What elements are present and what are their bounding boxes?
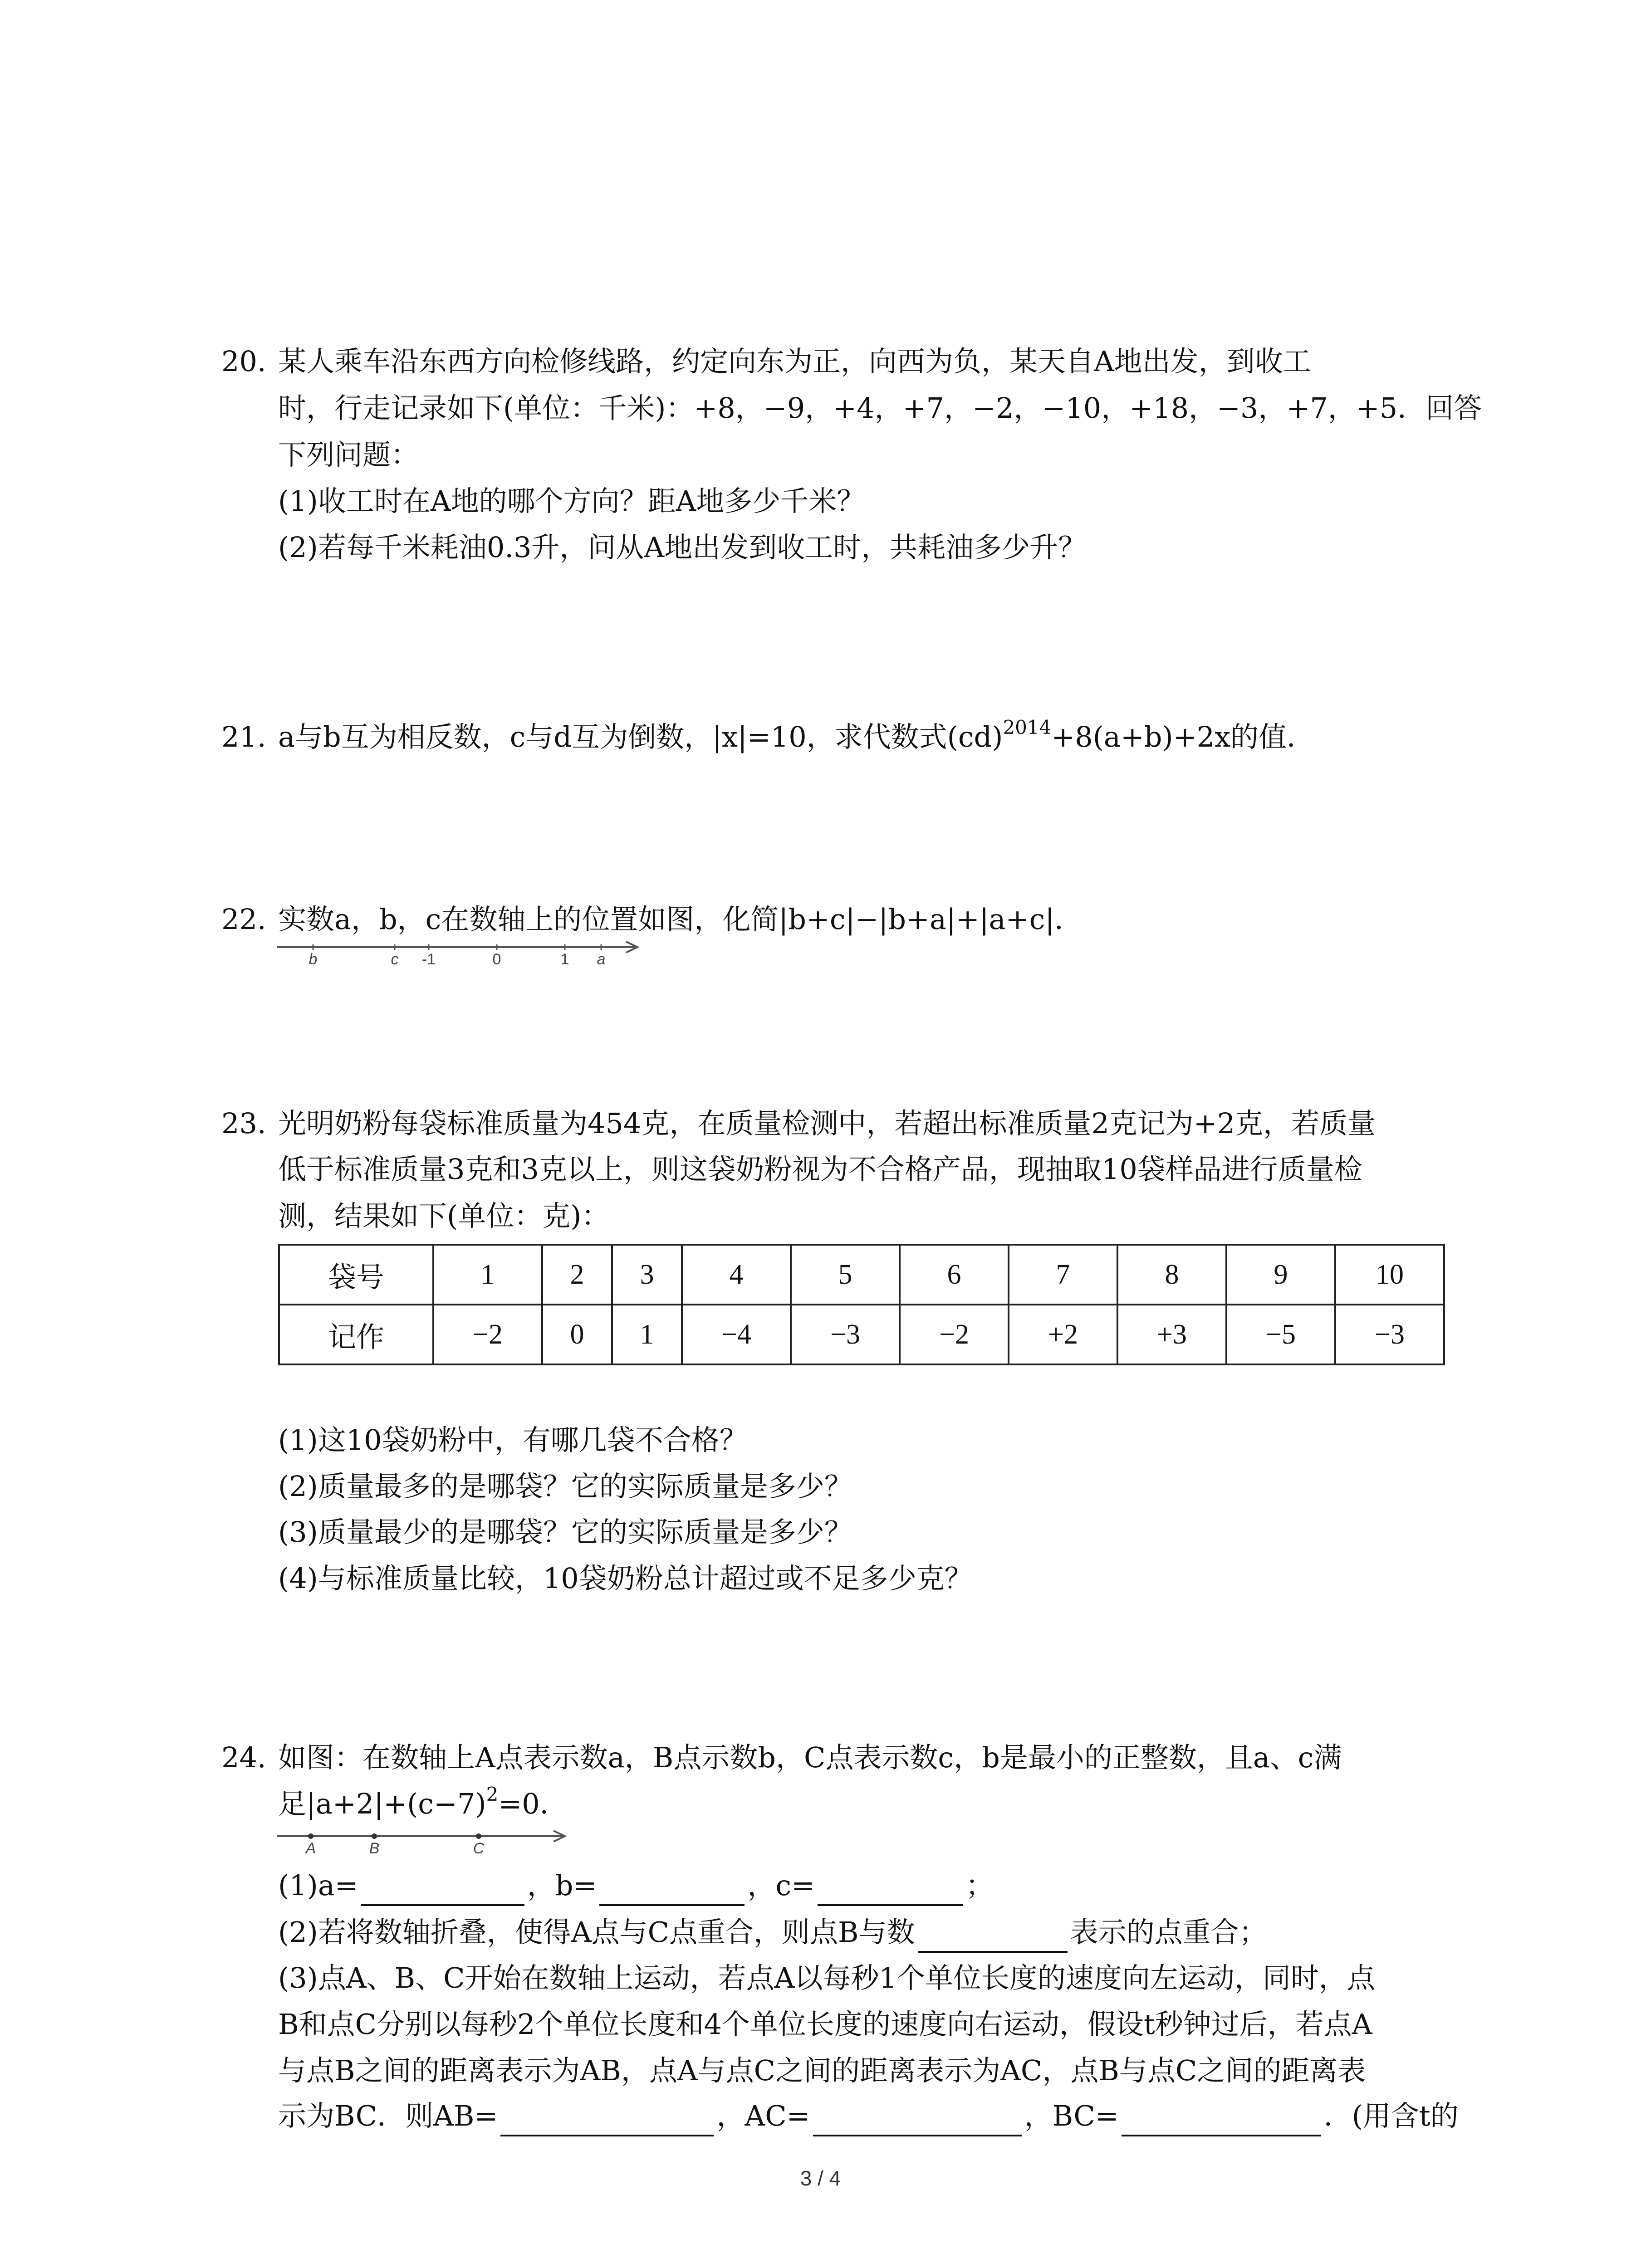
question-22-text: 实数a，b，c在数轴上的位置如图，化简|b+c|−|b+a|+|a+c|． xyxy=(278,903,1083,936)
sub-2-text: (2)若将数轴折叠，使得A点与C点重合，则点B与数 xyxy=(278,1916,915,1949)
table-cell: 2 xyxy=(542,1245,612,1305)
axis-label-a: a xyxy=(597,951,606,968)
table-row-bag-number xyxy=(279,1245,1444,1305)
axis-label-0: 0 xyxy=(492,951,501,968)
point-b xyxy=(372,1833,377,1839)
sub-1-a-label: (1)a= xyxy=(278,1869,358,1902)
axis-label-neg-1: -1 xyxy=(421,951,436,968)
axis-label-c: c xyxy=(391,951,399,968)
question-24-line-1: 如图：在数轴上A点表示数a，B点示数b，C点表示数c，b是最小的正整数，且a、c满 xyxy=(278,1741,1342,1774)
table-cell: 1 xyxy=(433,1245,542,1305)
table-header-record: 记作 xyxy=(279,1305,433,1364)
point-c xyxy=(476,1833,481,1839)
table-cell: 1 xyxy=(612,1305,682,1364)
axis-label-1: 1 xyxy=(560,951,569,968)
question-24-sub-3-line-2: B和点C分别以每秒2个单位长度和4个单位长度的速度向右运动，假设t秒钟过后，若点A xyxy=(278,2008,1372,2041)
table-cell: 6 xyxy=(900,1245,1009,1305)
question-24-number: 24. xyxy=(221,1741,266,1774)
sub-1-end: ； xyxy=(965,1869,994,1902)
table-cell: −2 xyxy=(900,1305,1009,1364)
answer-blank-b[interactable] xyxy=(599,1872,745,1906)
axis-label-C: C xyxy=(473,1840,485,1857)
question-21-text xyxy=(278,717,1315,761)
axis-label-A: A xyxy=(305,1840,316,1857)
question-24-sub-3-line-1: (3)点A、B、C开始在数轴上运动，若点A以每秒1个单位长度的速度向左运动，同时，点 xyxy=(278,1961,1375,1994)
page-number: 3 / 4 xyxy=(800,2166,841,2190)
question-24-sub-2 xyxy=(278,1912,1267,1953)
answer-blank-ac[interactable] xyxy=(813,2103,1022,2136)
axis-label-b: b xyxy=(309,951,318,968)
answer-blank-c[interactable] xyxy=(818,1872,963,1906)
table-header-bag-number: 袋号 xyxy=(279,1245,433,1305)
table-row-record xyxy=(279,1305,1444,1364)
question-23-line-2: 低于标准质量3克和3克以上，则这袋奶粉视为不合格产品，现抽取10袋样品进行质量检 xyxy=(278,1153,1362,1186)
table-cell: −2 xyxy=(433,1305,542,1364)
table-cell: 4 xyxy=(682,1245,791,1305)
question-24-condition-part-2: =0． xyxy=(498,1787,568,1820)
sub-1-b-label: ，b= xyxy=(527,1869,597,1902)
table-cell: −3 xyxy=(791,1305,900,1364)
sub-3-end: ．(用含t的 xyxy=(1323,2099,1459,2132)
question-22-number: 22. xyxy=(221,903,266,936)
table-cell: 9 xyxy=(1226,1245,1335,1305)
number-line-figure-22 xyxy=(277,939,649,971)
question-24-line-2 xyxy=(278,1784,568,1828)
question-23-sub-4: (4)与标准质量比较，10袋奶粉总计超过或不足多少克？ xyxy=(278,1562,973,1595)
question-21-text-part-1: a与b互为相反数，c与d互为倒数，|x|=10，求代数式(cd) xyxy=(278,720,1003,753)
axis-label-B: B xyxy=(369,1840,380,1857)
answer-blank-ab[interactable] xyxy=(500,2103,714,2136)
sub-2-end: 表示的点重合； xyxy=(1070,1916,1267,1949)
table-cell: −4 xyxy=(682,1305,791,1364)
table-cell: 7 xyxy=(1009,1245,1117,1305)
sub-3-ab-label: 示为BC．则AB= xyxy=(278,2099,498,2132)
answer-blank-bc[interactable] xyxy=(1122,2103,1321,2136)
question-24-sub-3-line-4 xyxy=(278,2096,1459,2136)
question-20-line-1: 某人乘车沿东西方向检修线路，约定向东为正，向西为负，某天自A地出发，到收工 xyxy=(278,345,1311,378)
sub-1-c-label: ，c= xyxy=(747,1869,815,1902)
question-20-sub-2: (2)若每千米耗油0.3升，问从A地出发到收工时，共耗油多少升？ xyxy=(278,531,1087,564)
answer-blank-a[interactable] xyxy=(361,1872,524,1906)
question-21-exponent: 2014 xyxy=(1003,716,1052,738)
question-23-sub-2: (2)质量最多的是哪袋？它的实际质量是多少？ xyxy=(278,1470,852,1503)
question-23-line-1: 光明奶粉每袋标准质量为454克，在质量检测中，若超出标准质量2克记为+2克，若质量 xyxy=(278,1107,1376,1140)
question-21-text-part-2: +8(a+b)+2x的值． xyxy=(1051,720,1315,753)
answer-blank-fold-point[interactable] xyxy=(918,1919,1068,1953)
quality-table xyxy=(278,1244,1445,1365)
question-23-number: 23. xyxy=(221,1107,266,1140)
table-cell: 3 xyxy=(612,1245,682,1305)
point-a xyxy=(308,1833,314,1839)
question-24-condition-part-1: 足|a+2|+(c−7) xyxy=(278,1787,486,1820)
question-23-sub-1: (1)这10袋奶粉中，有哪几袋不合格？ xyxy=(278,1423,748,1457)
table-cell: −3 xyxy=(1335,1305,1444,1364)
question-20-sub-1: (1)收工时在A地的哪个方向？距A地多少千米？ xyxy=(278,484,865,518)
sub-3-ac-label: ，AC= xyxy=(716,2099,810,2132)
question-24-sub-3-line-3: 与点B之间的距离表示为AB，点A与点C之间的距离表示为AC，点B与点C之间的距离表 xyxy=(278,2054,1366,2087)
number-line-figure-24 xyxy=(277,1829,572,1858)
question-21-number: 21. xyxy=(221,720,266,753)
question-24-condition-exponent: 2 xyxy=(486,1783,499,1805)
table-cell: 5 xyxy=(791,1245,900,1305)
table-cell: 10 xyxy=(1335,1245,1444,1305)
question-24-sub-1 xyxy=(278,1865,994,1906)
question-20-number: 20. xyxy=(221,345,266,378)
table-cell: 8 xyxy=(1117,1245,1226,1305)
table-cell: +2 xyxy=(1009,1305,1117,1364)
table-cell: +3 xyxy=(1117,1305,1226,1364)
table-cell: 0 xyxy=(542,1305,612,1364)
sub-3-bc-label: ，BC= xyxy=(1024,2099,1119,2132)
question-20-line-3: 下列问题： xyxy=(278,438,419,471)
question-23-line-3: 测，结果如下(单位：克)： xyxy=(278,1199,610,1232)
question-20-line-2: 时，行走记录如下(单位：千米)：+8，−9，+4，+7，−2，−10，+18，−3，+7，+5．回答 xyxy=(278,391,1482,425)
question-23-sub-3: (3)质量最少的是哪袋？它的实际质量是多少？ xyxy=(278,1515,852,1549)
table-cell: −5 xyxy=(1226,1305,1335,1364)
